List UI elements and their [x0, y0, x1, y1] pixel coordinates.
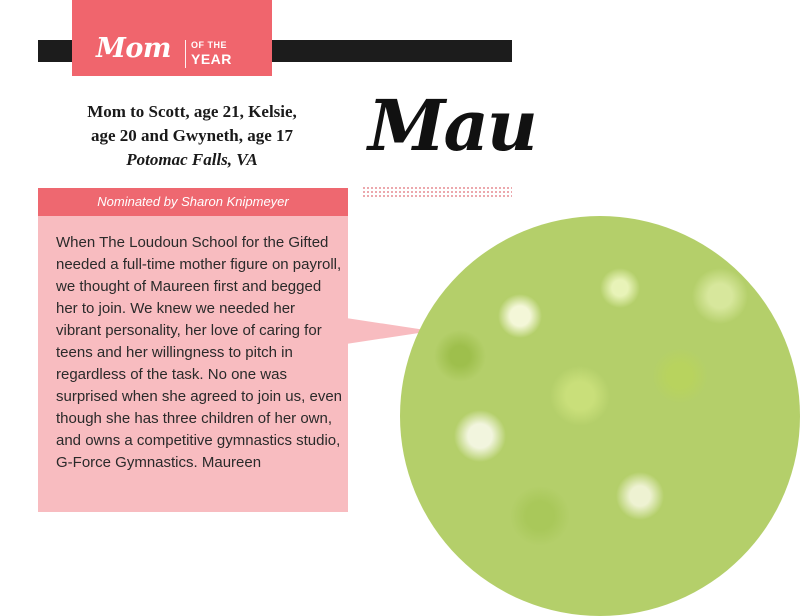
circular-photo	[400, 216, 800, 616]
story-panel	[38, 216, 348, 512]
dotted-rule	[362, 186, 512, 198]
subheading	[38, 100, 346, 172]
nominated-by-text: Nominated by Sharon Knipmeyer	[97, 194, 289, 209]
story-text: When The Loudoun School for the Gifted needed a full-time mother figure on payroll, we thought of Maureen first and begged her to join. We knew we needed her vibrant personality, her love of caring for teens and her willingness to pitch in regardless of the task. No one was surprised when she agreed to join us, even though she has three children of her own, and owns a competitive gymnastics studio, G-Force Gymnastics. Maureen	[56, 234, 343, 471]
badge-year-text: YEAR	[191, 51, 232, 67]
headline-name: Mau	[368, 84, 536, 167]
badge-of-the-text: OF THE	[191, 40, 227, 50]
nominated-by-bar	[38, 188, 348, 216]
mom-of-the-year-badge	[72, 0, 272, 76]
badge-mom-text: Mom	[96, 33, 171, 64]
subhead-line-1: Mom to Scott, age 21, Kelsie,	[87, 102, 297, 121]
subhead-location: Potomac Falls, VA	[126, 150, 258, 169]
badge-divider	[185, 40, 186, 68]
subhead-line-2: age 20 and Gwyneth, age 17	[90, 126, 294, 145]
